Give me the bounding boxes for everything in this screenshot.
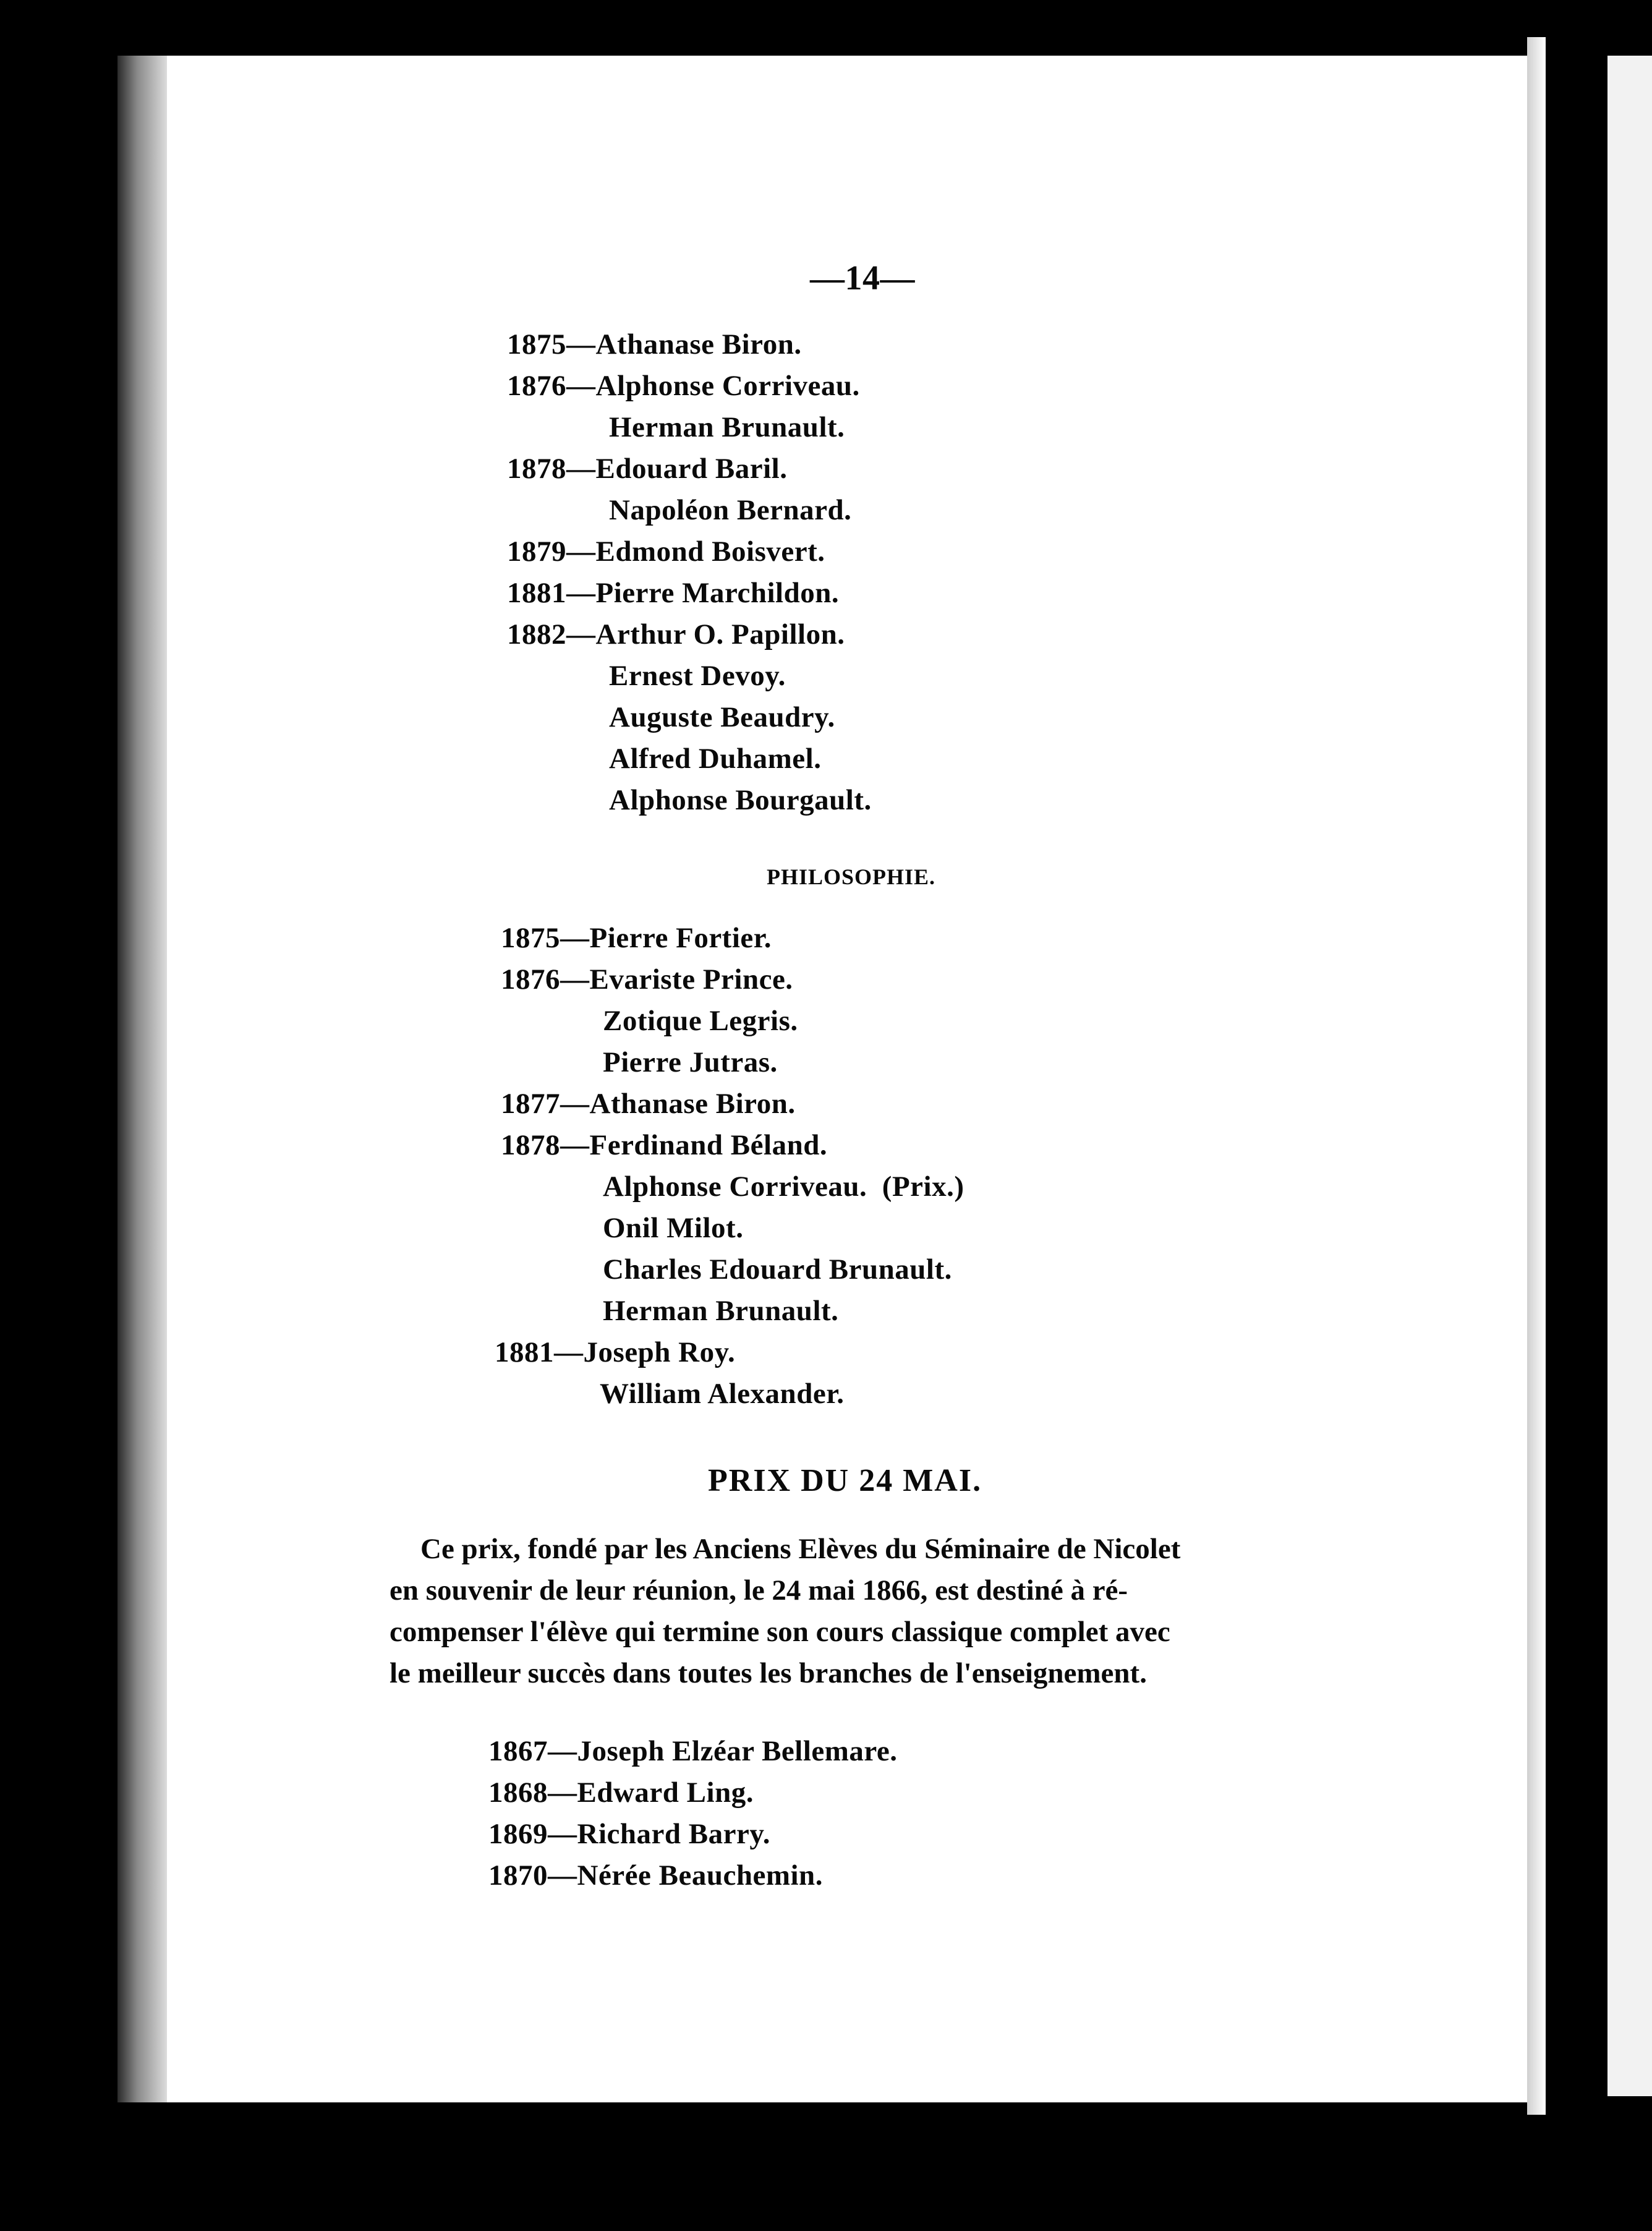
page-sheet [117, 56, 1539, 2102]
section-heading-philosophie: PHILOSOPHIE. [767, 864, 936, 889]
list-item: Ernest Devoy. [609, 660, 786, 692]
page-number: —14— [810, 259, 915, 297]
paragraph-line: Ce prix, fondé par les Anciens Elèves du Séminaire de Nicolet [420, 1533, 1181, 1565]
list-item: 1870—Nérée Beauchemin. [488, 1859, 823, 1892]
list-item: 1881—Pierre Marchildon. [507, 577, 840, 609]
paragraph-line: le meilleur succès dans toutes les branches de l'enseignement. [390, 1657, 1147, 1689]
list-item: 1869—Richard Barry. [488, 1818, 770, 1850]
list-item: 1879—Edmond Boisvert. [507, 535, 825, 568]
list-item: Onil Milot. [603, 1212, 744, 1244]
paragraph-line: en souvenir de leur réunion, le 24 mai 1866, est destiné à ré- [390, 1574, 1128, 1606]
list-item: Alphonse Corriveau. (Prix.) [603, 1171, 964, 1203]
section-heading-prix: PRIX DU 24 MAI. [708, 1463, 982, 1498]
page-right-edge [1527, 37, 1546, 2115]
list-item: 1875—Pierre Fortier. [501, 922, 772, 954]
list-item: 1867—Joseph Elzéar Bellemare. [488, 1735, 898, 1767]
list-item: Zotique Legris. [603, 1005, 798, 1037]
facing-page-edge [1607, 56, 1652, 2096]
list-item: William Alexander. [600, 1378, 845, 1410]
list-item: 1882—Arthur O. Papillon. [507, 618, 845, 651]
list-item: 1868—Edward Ling. [488, 1777, 754, 1809]
list-item: 1876—Alphonse Corriveau. [507, 370, 860, 402]
list-item: 1875—Athanase Biron. [507, 328, 802, 360]
list-item: 1878—Edouard Baril. [507, 453, 788, 485]
list-item: Auguste Beaudry. [609, 701, 835, 733]
list-item: Napoléon Bernard. [609, 494, 852, 526]
list-item: Alfred Duhamel. [609, 743, 822, 775]
list-item: 1877—Athanase Biron. [501, 1088, 796, 1120]
list-item: 1878—Ferdinand Béland. [501, 1129, 828, 1161]
list-item: Herman Brunault. [603, 1295, 839, 1327]
list-item: Alphonse Bourgault. [609, 784, 872, 816]
list-item: Charles Edouard Brunault. [603, 1253, 952, 1286]
paragraph-line: compenser l'élève qui termine son cours classique complet avec [390, 1616, 1170, 1648]
list-item: 1881—Joseph Roy. [495, 1336, 736, 1368]
list-item: Herman Brunault. [609, 411, 845, 443]
list-item: 1876—Evariste Prince. [501, 963, 793, 996]
book-spine-shadow [117, 56, 167, 2102]
list-item: Pierre Jutras. [603, 1046, 778, 1078]
